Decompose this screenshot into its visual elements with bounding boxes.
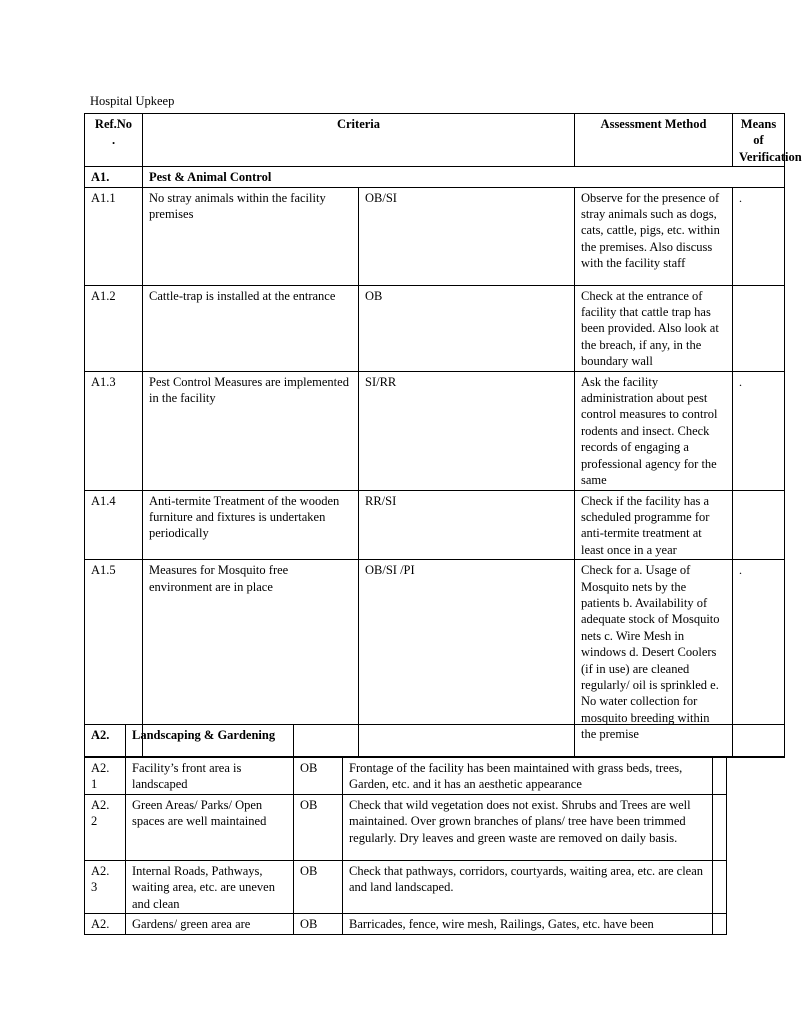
- table-row: [85, 860, 727, 913]
- table-header-row: [85, 114, 785, 167]
- extra-cell: .: [733, 187, 785, 285]
- verification-cell: Check that pathways, corridors, courtyards, waiting area, etc. are clean and land landscaped.: [343, 860, 713, 913]
- ref-cell: A2. 1: [85, 758, 126, 795]
- method-cell: RR/SI: [359, 490, 575, 560]
- verification-cell: Check for a. Usage of Mosquito nets by the patients b. Availability of adequate stock of Mosquito nets c. Wire Mesh in windows d. Desert Coolers (if in use) are cleaned regularly/ oil is sprinkled e. No water collection for mosquito breeding within the premise: [575, 560, 733, 757]
- criteria-cell: Green Areas/ Parks/ Open spaces are well maintained: [126, 794, 294, 860]
- verification-cell: Observe for the presence of stray animals such as dogs, cats, cattle, pigs, etc. within the premises. Also discuss with the facility staff: [575, 187, 733, 285]
- criteria-header: Criteria: [143, 114, 575, 167]
- section-title: Pest & Animal Control: [143, 167, 785, 187]
- extra-cell: [713, 914, 727, 935]
- verification-cell: Check that wild vegetation does not exist. Shrubs and Trees are well maintained. Over grown branches of plans/ tree have been trimmed regularly. Dry leaves and green waste are removed on daily basis.: [343, 794, 713, 860]
- table-row: [85, 794, 727, 860]
- extra-cell: [733, 285, 785, 371]
- method-cell: OB: [294, 794, 343, 860]
- verification-cell: Check at the entrance of facility that cattle trap has been provided. Also look at the breach, if any, in the boundary wall: [575, 285, 733, 371]
- landscaping-section-table: [84, 724, 785, 758]
- extra-cell: [713, 860, 727, 913]
- method-cell: OB: [359, 285, 575, 371]
- table-row: [85, 914, 727, 935]
- extra-cell: .: [733, 371, 785, 490]
- section-title: Landscaping & Gardening: [126, 725, 294, 758]
- criteria-cell: Anti-termite Treatment of the wooden furniture and fixtures is undertaken periodically: [143, 490, 359, 560]
- extra-cell: [733, 490, 785, 560]
- verification-cell: Check if the facility has a scheduled programme for anti-termite treatment at least once in a year: [575, 490, 733, 560]
- section-row-a2: [85, 725, 785, 758]
- table-row: [85, 371, 785, 490]
- section-ref: A1.: [85, 167, 143, 187]
- table-row: [85, 758, 727, 795]
- ref-cell: A2. 2: [85, 794, 126, 860]
- ref-cell: A2. 3: [85, 860, 126, 913]
- table-row: [85, 187, 785, 285]
- ref-cell: A1.1: [85, 187, 143, 285]
- table-row: [85, 285, 785, 371]
- ref-no-header: Ref.No .: [85, 114, 143, 167]
- section-ref: A2.: [85, 725, 126, 758]
- ref-cell: A2.: [85, 914, 126, 935]
- means-of-verification-header: Means of Verification: [733, 114, 785, 167]
- method-cell: OB/SI: [359, 187, 575, 285]
- extra-cell: [713, 794, 727, 860]
- criteria-cell: Gardens/ green area are: [126, 914, 294, 935]
- document-caption: Hospital Upkeep: [90, 94, 175, 108]
- criteria-cell: Cattle-trap is installed at the entrance: [143, 285, 359, 371]
- section-row-a1: [85, 167, 785, 187]
- verification-cell: Ask the facility administration about pest control measures to control rodents and insect. Check records of engaging a professional agency for the same: [575, 371, 733, 490]
- criteria-cell: Internal Roads, Pathways, waiting area, etc. are uneven and clean: [126, 860, 294, 913]
- ref-cell: A1.5: [85, 560, 143, 757]
- extra-cell: [713, 758, 727, 795]
- method-cell: OB/SI /PI: [359, 560, 575, 757]
- table-row: [85, 490, 785, 560]
- ref-cell: A1.4: [85, 490, 143, 560]
- method-cell: OB: [294, 860, 343, 913]
- verification-cell: Frontage of the facility has been maintained with grass beds, trees, Garden, etc. and it has an aesthetic appearance: [343, 758, 713, 795]
- criteria-cell: Measures for Mosquito free environment are in place: [143, 560, 359, 757]
- method-cell: OB: [294, 914, 343, 935]
- verification-cell: Barricades, fence, wire mesh, Railings, Gates, etc. have been: [343, 914, 713, 935]
- pest-control-table: [84, 113, 802, 757]
- criteria-cell: Pest Control Measures are implemented in the facility: [143, 371, 359, 490]
- assessment-method-header: Assessment Method: [575, 114, 733, 167]
- method-cell: OB: [294, 758, 343, 795]
- criteria-cell: Facility’s front area is landscaped: [126, 758, 294, 795]
- criteria-cell: No stray animals within the facility premises: [143, 187, 359, 285]
- ref-cell: A1.2: [85, 285, 143, 371]
- ref-cell: A1.3: [85, 371, 143, 490]
- extra-cell: .: [733, 560, 785, 757]
- section-empty-cell: [294, 725, 785, 758]
- landscaping-table: [84, 757, 727, 935]
- method-cell: SI/RR: [359, 371, 575, 490]
